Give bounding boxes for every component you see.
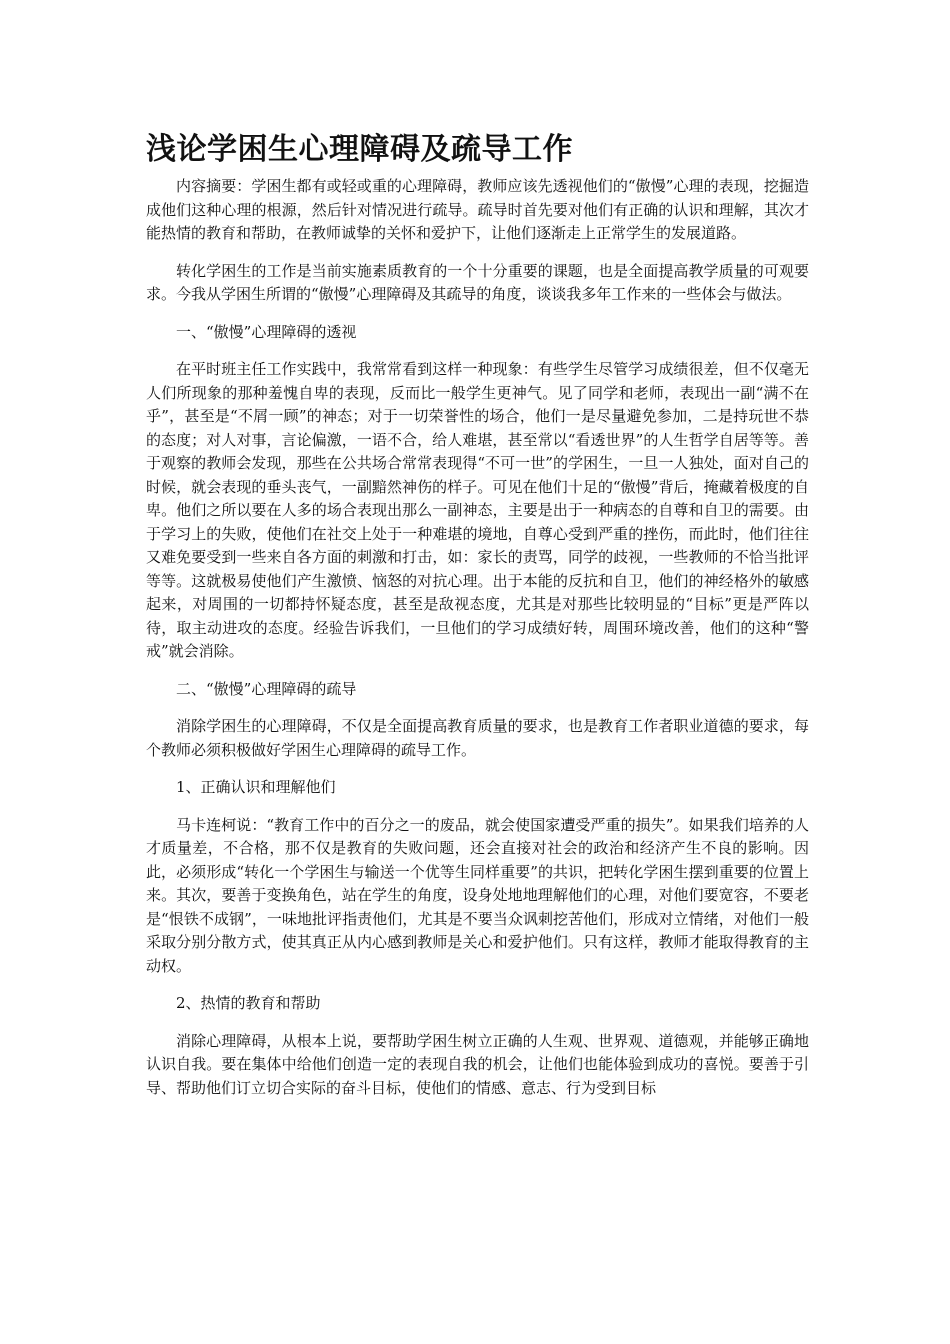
abstract-paragraph: 内容摘要：学困生都有或轻或重的心理障碍，教师应该先透视他们的“傲慢”心理的表现，挖掘造成他们这种心理的根源，然后针对情况进行疏导。疏导时首先要对他们有正确的认识和理解，其次才能热情的教育和帮助，在教师诚挚的关怀和爱护下，让他们逐渐走上正常学生的发展道路。 (146, 177, 809, 242)
subsection-heading-1: 1、正确认识和理解他们 (176, 778, 336, 796)
intro-paragraph: 转化学困生的工作是当前实施素质教育的一个十分重要的课题，也是全面提高教学质量的可观要求。今我从学困生所谓的“傲慢”心理障碍及其疏导的角度，谈谈我多年工作来的一些体会与做法。 (146, 261, 809, 303)
document-page (146, 128, 809, 1114)
section-heading-2: 二、“傲慢”心理障碍的疏导 (176, 679, 357, 698)
section-heading-1: 一、“傲慢”心理障碍的透视 (176, 322, 357, 341)
subsection-1-paragraph: 马卡连柯说：“教育工作中的百分之一的废品，就会使国家遭受严重的损失”。如果我们培养的人才质量差，不合格，那不仅是教育的失败问题，还会直接对社会的政治和经济产生不良的影响。因此，必须形成“转化一个学困生与输送一个优等生同样重要”的共识，把转化学困生摆到重要的位置上来。其次，要善于变换角色，站在学生的角度，设身处地地理解他们的心理，对他们要宽容，不要老是“恨铁不成钢”，一味地批评指责他们，尤其是不要当众讽刺挖苦他们，形成对立情绪，对他们一般采取分别分散方式，使其真正从内心感到教师是关心和爱护他们。只有这样，教师才能取得教育的主动权。 (146, 815, 809, 975)
document-title: 浅论学困生心理障碍及疏导工作 (146, 132, 573, 167)
section-2-paragraph: 消除学困生的心理障碍，不仅是全面提高教育质量的要求，也是教育工作者职业道德的要求，每个教师必须积极做好学困生心理障碍的疏导工作。 (146, 717, 809, 759)
subsection-2-paragraph: 消除心理障碍，从根本上说，要帮助学困生树立正确的人生观、世界观、道德观，并能够正确地认识自我。要在集体中给他们创造一定的表现自我的机会，让他们也能体验到成功的喜悦。要善于引导、帮助他们订立切合实际的奋斗目标，使他们的情感、意志、行为受到目标 (146, 1031, 809, 1097)
section-1-paragraph: 在平时班主任工作实践中，我常常看到这样一种现象：有些学生尽管学习成绩很差，但不仅毫无人们所现象的那种羞愧自卑的表现，反而比一般学生更神气。见了同学和老师，表现出一副“满不在乎”，甚至是“不屑一顾”的神态；对于一切荣誉性的场合，他们一是尽量避免参加，二是持玩世不恭的态度；对人对事，言论偏激，一语不合，给人难堪，甚至常以“看透世界”的人生哲学自居等等。善于观察的教师会发现，那些在公共场合常常表现得“不可一世”的学困生，一旦一人独处，面对自己的时候，就会表现的垂头丧气，一副黯然神伤的样子。可见在他们十足的“傲慢”背后，掩藏着极度的自卑。他们之所以要在人多的场合表现出那么一副神态，主要是出于一种病态的自尊和自卫的需要。由于学习上的失败，使他们在社交上处于一种难堪的境地，自尊心受到严重的挫伤，而此时，他们往往又难免要受到一些来自各方面的刺激和打击，如：家长的责骂，同学的歧视，一些教师的不恰当批评等等。这就极易使他们产生激愤、恼怒的对抗心理。出于本能的反抗和自卫，他们的神经格外的敏感起来，对周围的一切都持怀疑态度，甚至是敌视态度，尤其是对那些比较明显的“目标”更是严阵以待，取主动进攻的态度。经验告诉我们，一旦他们的学习成绩好转，周围环境改善，他们的这种“警戒”就会消除。 (146, 360, 809, 660)
subsection-heading-2: 2、热情的教育和帮助 (176, 994, 321, 1012)
